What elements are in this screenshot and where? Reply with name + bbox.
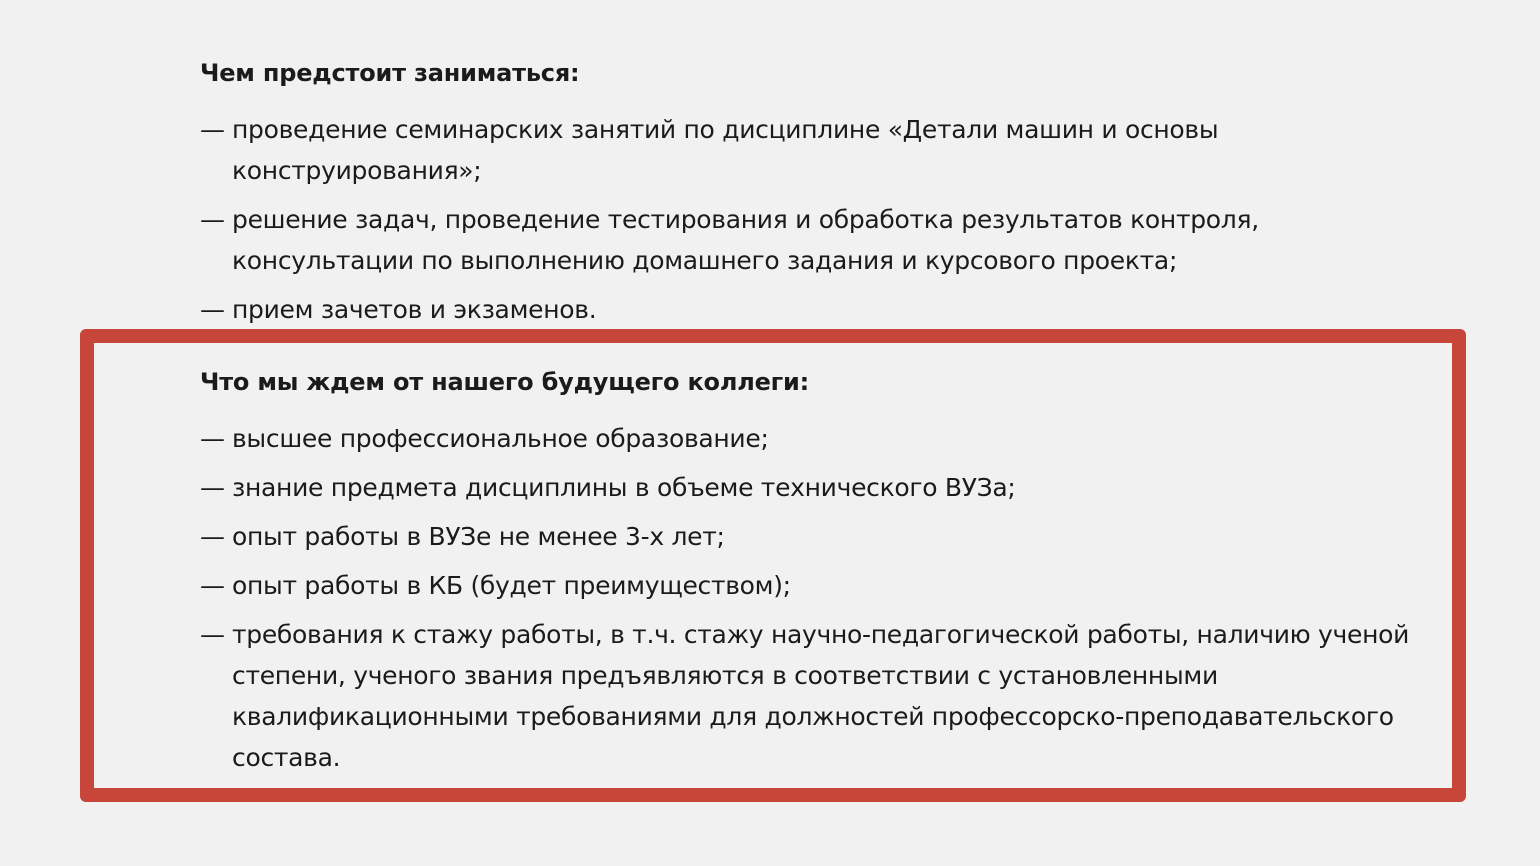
list-item-text: опыт работы в ВУЗе не менее 3-х лет; xyxy=(232,522,725,551)
list-item xyxy=(200,467,1442,508)
dash-bullet: — xyxy=(200,424,225,453)
list-item xyxy=(200,614,1442,778)
dash-bullet: — xyxy=(200,571,225,600)
list-item xyxy=(200,565,1442,606)
dash-bullet: — xyxy=(200,522,225,551)
list-item-text: решение задач, проведение тестирования и обработка результатов контроля, консультации по выполнению домашнего задания и курсового проекта; xyxy=(232,205,1259,275)
duties-heading: Чем предстоит заниматься: xyxy=(200,59,580,87)
list-item xyxy=(200,109,1312,191)
list-item xyxy=(200,199,1312,281)
list-item-text: опыт работы в КБ (будет преимуществом); xyxy=(232,571,791,600)
dash-bullet: — xyxy=(200,295,225,324)
dash-bullet: — xyxy=(200,115,225,144)
list-item-text: требования к стажу работы, в т.ч. стажу научно-педагогической работы, наличию ученой степени, ученого звания предъявляются в соответствии с установленными квалификационными требованиями для должностей профессорско-преподавательского состава. xyxy=(232,620,1410,772)
dash-bullet: — xyxy=(200,620,225,649)
requirements-heading: Что мы ждем от нашего будущего коллеги: xyxy=(200,368,810,396)
list-item xyxy=(200,516,1442,557)
duties-section xyxy=(200,57,1400,338)
requirements-list xyxy=(200,418,1450,778)
list-item-text: проведение семинарских занятий по дисциплине «Детали машин и основы конструирования»; xyxy=(232,115,1219,185)
list-item-text: знание предмета дисциплины в объеме технического ВУЗа; xyxy=(232,473,1016,502)
dash-bullet: — xyxy=(200,205,225,234)
dash-bullet: — xyxy=(200,473,225,502)
requirements-section xyxy=(200,366,1450,786)
list-item-text: прием зачетов и экзаменов. xyxy=(232,295,597,324)
list-item xyxy=(200,289,1312,330)
list-item-text: высшее профессиональное образование; xyxy=(232,424,769,453)
list-item xyxy=(200,418,1442,459)
duties-list xyxy=(200,109,1400,330)
